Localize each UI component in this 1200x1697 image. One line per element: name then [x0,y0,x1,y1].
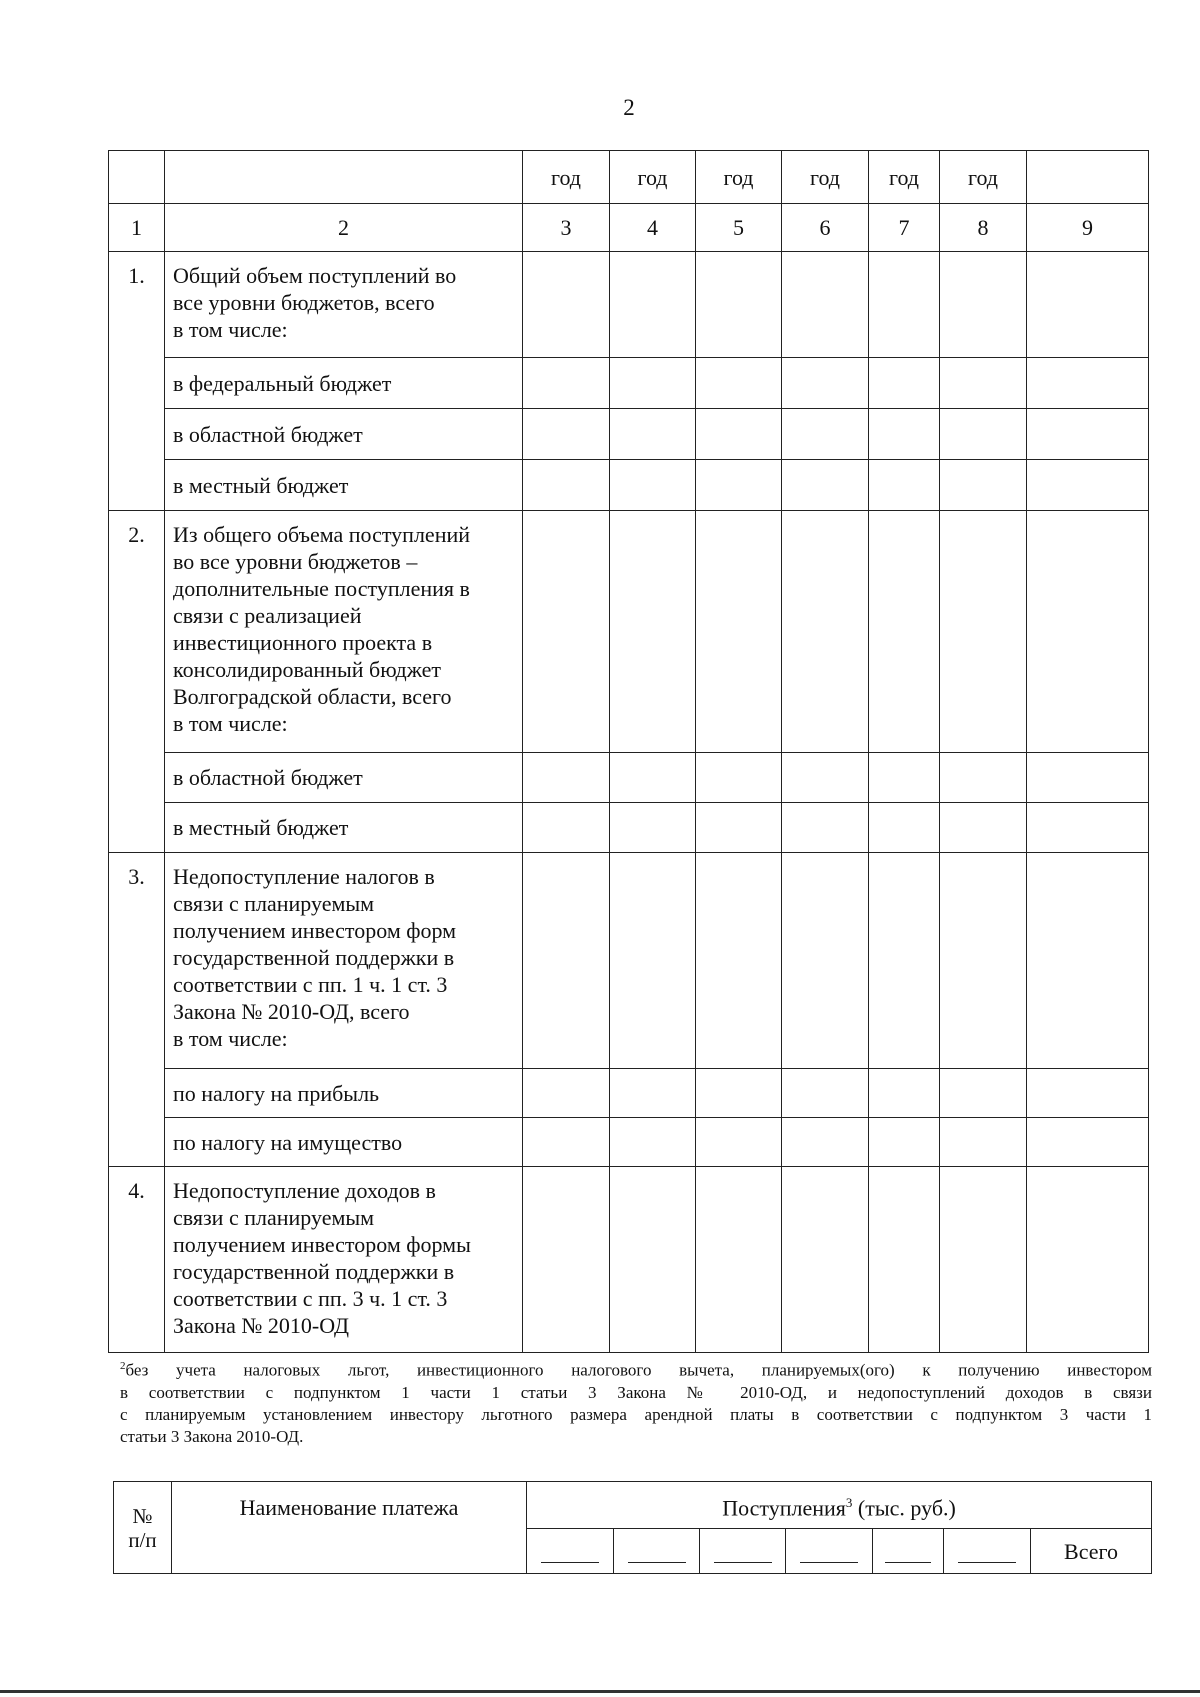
data-cell[interactable] [940,753,1027,803]
footnote-text: без учета налоговых льгот, инвестиционного налогового вычета, планируемых(ого) к получению инвестором [125,1360,1152,1380]
header-cell-empty [109,151,165,204]
data-cell[interactable] [610,1069,696,1118]
row-label-line: дополнительные поступления в [173,576,470,601]
data-cell[interactable] [523,252,610,358]
row-label-line: во все уровни бюджетов – [173,549,418,574]
data-cell[interactable] [610,358,696,409]
row-label-line: получением инвестором форм [173,918,457,943]
row-number: 2. [109,511,165,853]
data-cell[interactable] [782,1069,869,1118]
year-blank-cell[interactable] [786,1529,873,1574]
subrow-label: по налогу на прибыль [165,1069,523,1118]
data-cell[interactable] [940,1167,1027,1353]
data-cell[interactable] [696,511,782,753]
data-cell[interactable] [940,853,1027,1069]
data-cell[interactable] [610,460,696,511]
receipts-unit: (тыс. руб.) [852,1495,956,1521]
column-number-cell: 3 [523,204,610,252]
subrow-label: в областной бюджет [165,753,523,803]
data-cell[interactable] [1027,803,1149,853]
table-row [109,1167,1149,1353]
year-blank-cell[interactable] [873,1529,944,1574]
subrow-label: в областной бюджет [165,409,523,460]
data-cell[interactable] [782,1167,869,1353]
data-cell[interactable] [782,853,869,1069]
data-cell[interactable] [523,409,610,460]
year-blank-cell[interactable] [700,1529,786,1574]
footnote-line: с планируемым установлением инвестору льготного размера арендной платы в соответствии с подпунктом 3 части 1 [120,1404,1152,1424]
data-cell[interactable] [696,753,782,803]
row-number: 1. [109,252,165,511]
data-cell[interactable] [523,753,610,803]
data-cell[interactable] [696,1167,782,1353]
data-cell[interactable] [523,511,610,753]
year-header-row [109,151,1149,204]
row-label-line: связи с реализацией [173,603,362,628]
receipts-title: Поступления [722,1495,846,1521]
row-label-line: соответствии с пп. 3 ч. 1 ст. 3 [173,1286,448,1311]
data-cell[interactable] [869,409,940,460]
data-cell[interactable] [940,409,1027,460]
table-row [109,511,1149,753]
data-cell[interactable] [940,1069,1027,1118]
year-header-cell: год [940,151,1027,204]
data-cell[interactable] [1027,358,1149,409]
data-cell[interactable] [1027,753,1149,803]
row-label-line: получением инвестором формы [173,1232,471,1257]
year-header-cell: год [523,151,610,204]
blank-line [541,1562,599,1563]
row-label [165,252,523,358]
row-label-line: Закона № 2010-ОД, всего [173,999,410,1024]
data-cell[interactable] [782,1118,869,1167]
data-cell[interactable] [869,358,940,409]
header-cell-empty [165,151,523,204]
column-number-cell: 8 [940,204,1027,252]
row-label-line: Недопоступление доходов в [173,1178,436,1203]
data-cell[interactable] [940,252,1027,358]
data-cell[interactable] [869,1069,940,1118]
footnote-marker: 2 [120,1360,126,1372]
row-label [165,1167,523,1353]
blank-line [628,1562,686,1563]
subrow-label: в федеральный бюджет [165,358,523,409]
column-number-cell: 9 [1027,204,1149,252]
column-number-cell: 7 [869,204,940,252]
data-cell[interactable] [869,853,940,1069]
data-cell[interactable] [782,511,869,753]
footnote-line: в соответствии с подпунктом 1 части 1 статьи 3 Закона № 2010-ОД, и недопоступлений доходов в связи [120,1382,1152,1402]
data-cell[interactable] [782,803,869,853]
row-label-line: Закона № 2010-ОД [173,1313,350,1338]
data-cell[interactable] [523,1118,610,1167]
data-cell[interactable] [610,753,696,803]
row-label-line: в том числе: [173,1026,288,1051]
payments-table [113,1481,1152,1574]
row-label-line: в том числе: [173,711,288,736]
data-cell[interactable] [869,753,940,803]
row-label-line: связи с планируемым [173,891,375,916]
data-cell[interactable] [1027,1069,1149,1118]
row-label-line: связи с планируемым [173,1205,375,1230]
page-number: 2 [623,95,635,120]
subrow-label: по налогу на имущество [165,1118,523,1167]
data-cell[interactable] [696,460,782,511]
data-cell[interactable] [696,252,782,358]
row-label-line: Из общего объема поступлений [173,522,471,547]
row-label-line: Недопоступление налогов в [173,864,435,889]
payment-number-symbol: № [132,1503,153,1528]
row-label-line: в том числе: [173,317,288,342]
year-blank-cell[interactable] [944,1529,1031,1574]
row-label-line: все уровни бюджетов, всего [173,290,435,315]
column-number-cell: 5 [696,204,782,252]
data-cell[interactable] [1027,409,1149,460]
receipts-footnote-marker: 3 [845,1494,853,1510]
data-cell[interactable] [1027,511,1149,753]
header-cell-empty [1027,151,1149,204]
data-cell[interactable] [610,853,696,1069]
data-cell[interactable] [696,358,782,409]
row-label [165,511,523,753]
data-cell[interactable] [610,803,696,853]
data-cell[interactable] [782,753,869,803]
data-cell[interactable] [610,1167,696,1353]
column-number-cell: 4 [610,204,696,252]
data-cell[interactable] [869,1118,940,1167]
row-label-line: консолидированный бюджет [173,657,441,682]
main-table [108,150,1149,1353]
data-cell[interactable] [869,511,940,753]
footnote-line [120,1355,1152,1382]
column-number-row [109,204,1149,252]
data-cell[interactable] [940,1118,1027,1167]
footnote [120,1355,1152,1448]
data-cell[interactable] [782,409,869,460]
year-header-cell: год [869,151,940,204]
data-cell[interactable] [523,1167,610,1353]
blank-line [800,1562,858,1563]
year-header-cell: год [610,151,696,204]
data-cell[interactable] [869,1167,940,1353]
payment-name-header: Наименование платежа [172,1482,527,1574]
data-cell[interactable] [523,460,610,511]
blank-line [714,1562,772,1563]
data-cell[interactable] [782,460,869,511]
data-cell[interactable] [696,853,782,1069]
data-cell[interactable] [696,803,782,853]
row-label-line: Волгоградской области, всего [173,684,452,709]
table-subrow [109,803,1149,853]
data-cell[interactable] [610,511,696,753]
data-cell[interactable] [940,358,1027,409]
data-cell[interactable] [1027,853,1149,1069]
row-label-line: государственной поддержки в [173,945,455,970]
row-label [165,853,523,1069]
year-blank-cell[interactable] [614,1529,700,1574]
year-header-cell: год [696,151,782,204]
table-subrow [109,1118,1149,1167]
row-number: 3. [109,853,165,1167]
table-row [109,252,1149,358]
data-cell[interactable] [940,511,1027,753]
blank-line [958,1562,1016,1563]
column-number-cell: 6 [782,204,869,252]
data-cell[interactable] [869,460,940,511]
data-cell[interactable] [696,1118,782,1167]
blank-line [885,1562,931,1563]
data-cell[interactable] [782,252,869,358]
data-cell[interactable] [782,358,869,409]
data-cell[interactable] [1027,460,1149,511]
data-cell[interactable] [940,460,1027,511]
data-cell[interactable] [610,409,696,460]
data-cell[interactable] [1027,1118,1149,1167]
column-number-cell: 1 [109,204,165,252]
table-row [109,853,1149,1069]
table-subrow [109,409,1149,460]
subrow-label: в местный бюджет [165,460,523,511]
year-blank-cell[interactable] [527,1529,614,1574]
row-label-line: государственной поддержки в [173,1259,455,1284]
data-cell[interactable] [1027,252,1149,358]
column-number-cell: 2 [165,204,523,252]
table-subrow [109,753,1149,803]
data-cell[interactable] [610,1118,696,1167]
data-cell[interactable] [610,252,696,358]
data-cell[interactable] [869,252,940,358]
row-label-line: соответствии с пп. 1 ч. 1 ст. 3 [173,972,448,997]
row-label-line: инвестиционного проекта в [173,630,433,655]
table-subrow [109,358,1149,409]
receipts-header [527,1482,1152,1529]
data-cell[interactable] [523,358,610,409]
data-cell[interactable] [523,1069,610,1118]
payment-number-header [114,1482,172,1574]
table-subrow [109,1069,1149,1118]
row-number: 4. [109,1167,165,1353]
data-cell[interactable] [696,409,782,460]
year-header-cell: год [782,151,869,204]
data-cell[interactable] [869,803,940,853]
total-header: Всего [1031,1529,1152,1574]
data-cell[interactable] [940,803,1027,853]
payments-header-row [114,1482,1152,1529]
data-cell[interactable] [523,853,610,1069]
table-subrow [109,460,1149,511]
data-cell[interactable] [523,803,610,853]
payment-number-abbr: п/п [128,1527,157,1552]
row-label-line: Общий объем поступлений во [173,263,457,288]
data-cell[interactable] [696,1069,782,1118]
footnote-line: статьи 3 Закона 2010-ОД. [120,1426,304,1446]
page-bottom-rule [0,1690,1200,1693]
subrow-label: в местный бюджет [165,803,523,853]
data-cell[interactable] [1027,1167,1149,1353]
